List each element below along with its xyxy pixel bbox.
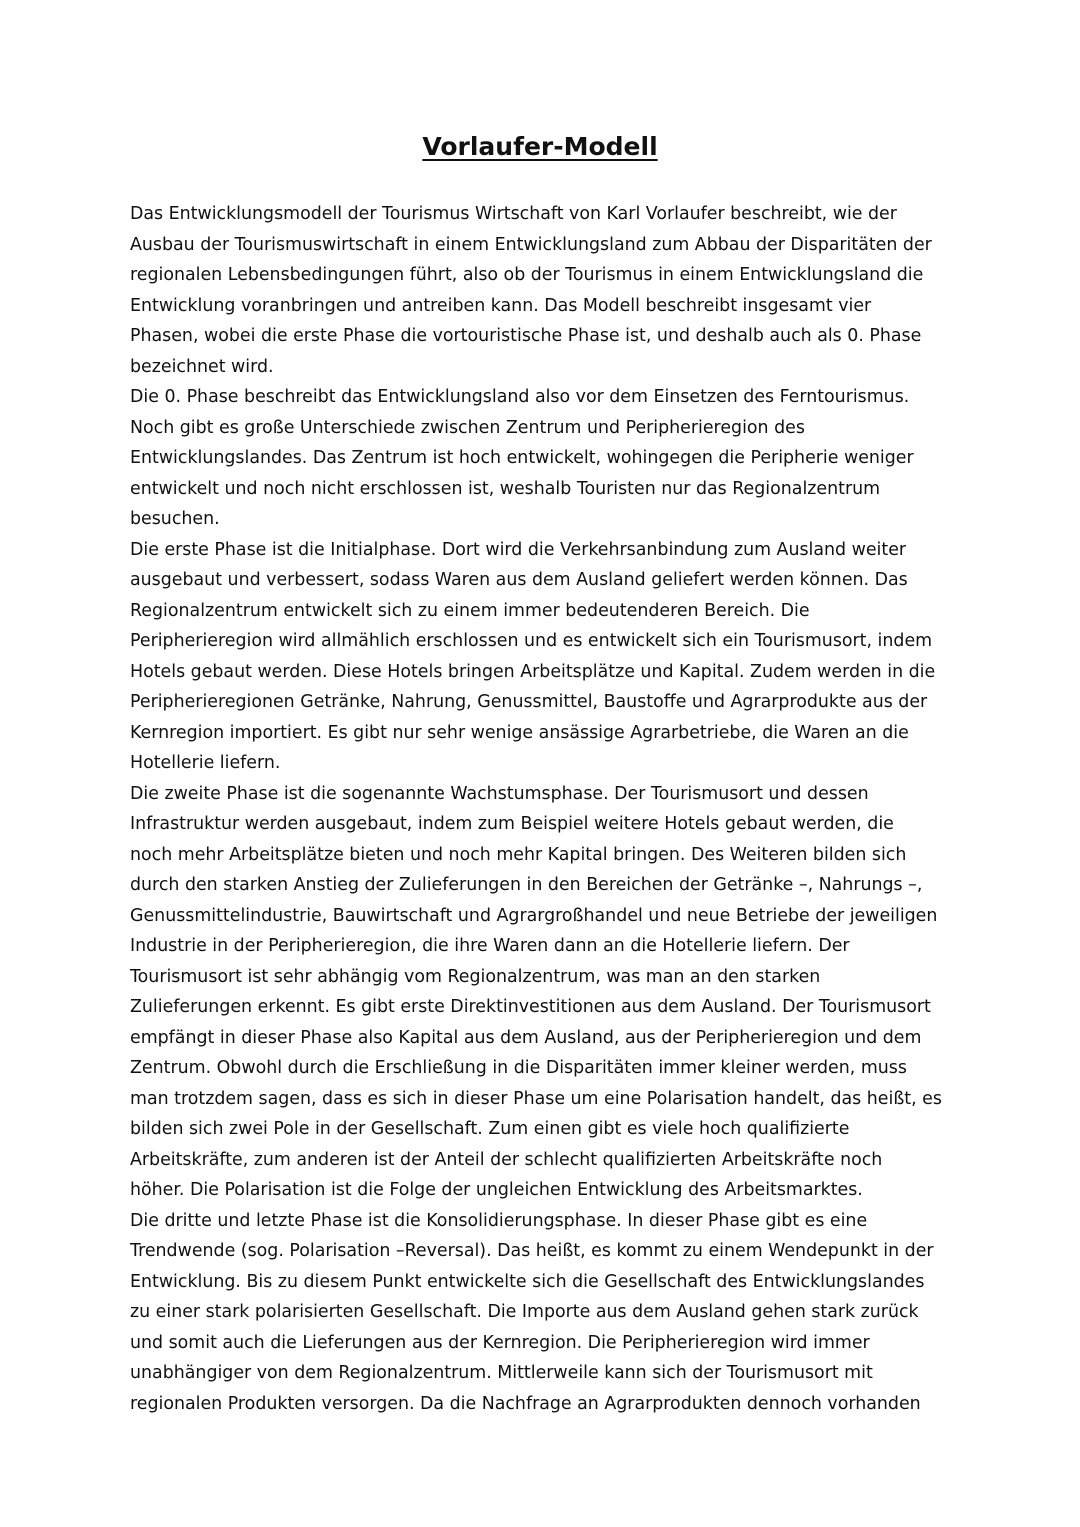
text-line: Phasen, wobei die erste Phase die vortouristische Phase ist, und deshalb auch als 0. Phase [130, 326, 922, 346]
text-line: Industrie in der Peripherieregion, die ihre Waren dann an die Hotellerie liefern. Der [130, 936, 850, 956]
text-line: Zentrum. Obwohl durch die Erschließung in die Disparitäten immer kleiner werden, muss [130, 1058, 907, 1078]
text-line: ausgebaut und verbessert, sodass Waren aus dem Ausland geliefert werden können. Das [130, 570, 908, 590]
text-line: Entwicklung voranbringen und antreiben kann. Das Modell beschreibt insgesamt vier [130, 295, 872, 316]
text-line: durch den starken Anstieg der Zulieferungen in den Bereichen der Getränke –, Nahrungs –, [130, 875, 923, 895]
text-line: Das Entwicklungsmodell der Tourismus Wirtschaft von Karl Vorlaufer beschreibt, wie der [130, 204, 897, 224]
document-body [130, 199, 970, 1419]
text-line: Genussmittelindustrie, Bauwirtschaft und Agrargroßhandel und neue Betriebe der jeweiligen [130, 905, 938, 926]
text-line: Noch gibt es große Unterschiede zwischen Zentrum und Peripherieregion des [130, 417, 805, 438]
text-line: Tourismusort ist sehr abhängig vom Regionalzentrum, was man an den starken [130, 966, 821, 987]
document-title: Vorlaufer-Modell [422, 132, 658, 161]
text-line: bezeichnet wird. [130, 356, 274, 377]
text-line: Entwicklungslandes. Das Zentrum ist hoch entwickelt, wohingegen die Peripherie weniger [130, 448, 914, 468]
text-line: man trotzdem sagen, dass es sich in dieser Phase um eine Polarisation handelt, das heißt, es [130, 1088, 942, 1109]
text-line: regionalen Produkten versorgen. Da die Nachfrage an Agrarprodukten dennoch vorhanden [130, 1393, 921, 1414]
text-line: Die 0. Phase beschreibt das Entwicklungsland also vor dem Einsetzen des Ferntourismus. [130, 387, 910, 407]
text-line: Peripherieregion wird allmählich erschlossen und es entwickelt sich ein Tourismusort, indem [130, 631, 933, 651]
text-line: höher. Die Polarisation ist die Folge der ungleichen Entwicklung des Arbeitsmarktes. [130, 1180, 863, 1200]
text-line: empfängt in dieser Phase also Kapital aus dem Ausland, aus der Peripherieregion und dem [130, 1027, 922, 1048]
text-line: Regionalzentrum entwickelt sich zu einem immer bedeutenderen Bereich. Die [130, 600, 810, 621]
text-line: Hotels gebaut werden. Diese Hotels bringen Arbeitsplätze und Kapital. Zudem werden in die [130, 661, 936, 682]
text-line: und somit auch die Lieferungen aus der Kernregion. Die Peripherieregion wird immer [130, 1332, 870, 1353]
text-line: Entwicklung. Bis zu diesem Punkt entwickelte sich die Gesellschaft des Entwicklungslandes [130, 1271, 925, 1292]
text-line: besuchen. [130, 509, 220, 529]
text-line: entwickelt und noch nicht erschlossen ist, weshalb Touristen nur das Regionalzentrum [130, 478, 881, 499]
text-line: Arbeitskräfte, zum anderen ist der Anteil der schlecht qualifizierten Arbeitskräfte noch [130, 1149, 883, 1170]
text-line: Zulieferungen erkennt. Es gibt erste Direktinvestitionen aus dem Ausland. Der Tourismusort [130, 997, 931, 1017]
text-line: Trendwende (sog. Polarisation –Reversal). Das heißt, es kommt zu einem Wendepunkt in der [130, 1241, 934, 1261]
text-line: Kernregion importiert. Es gibt nur sehr wenige ansässige Agrarbetriebe, die Waren an die [130, 722, 909, 743]
text-line: Die zweite Phase ist die sogenannte Wachstumsphase. Der Tourismusort und dessen [130, 783, 869, 804]
text-line: Die erste Phase ist die Initialphase. Dort wird die Verkehrsanbindung zum Ausland weiter [130, 539, 907, 560]
text-line: bilden sich zwei Pole in der Gesellschaft. Zum einen gibt es viele hoch qualifizierte [130, 1119, 850, 1139]
text-line: Ausbau der Tourismuswirtschaft in einem Entwicklungsland zum Abbau der Disparitäten der [130, 234, 932, 255]
text-line: Infrastruktur werden ausgebaut, indem zum Beispiel weitere Hotels gebaut werden, die [130, 814, 894, 834]
text-line: unabhängiger von dem Regionalzentrum. Mittlerweile kann sich der Tourismusort mit [130, 1363, 873, 1383]
text-line: zu einer stark polarisierten Gesellschaft. Die Importe aus dem Ausland gehen stark zurück [130, 1302, 919, 1322]
text-line: regionalen Lebensbedingungen führt, also ob der Tourismus in einem Entwicklungsland die [130, 265, 924, 285]
text-line: Die dritte und letzte Phase ist die Konsolidierungsphase. In dieser Phase gibt es eine [130, 1210, 868, 1231]
text-line: noch mehr Arbeitsplätze bieten und noch mehr Kapital bringen. Des Weiteren bilden sich [130, 844, 907, 865]
text-line: Hotellerie liefern. [130, 753, 281, 773]
text-line: Peripherieregionen Getränke, Nahrung, Genussmittel, Baustoffe und Agrarprodukte aus der [130, 692, 928, 712]
